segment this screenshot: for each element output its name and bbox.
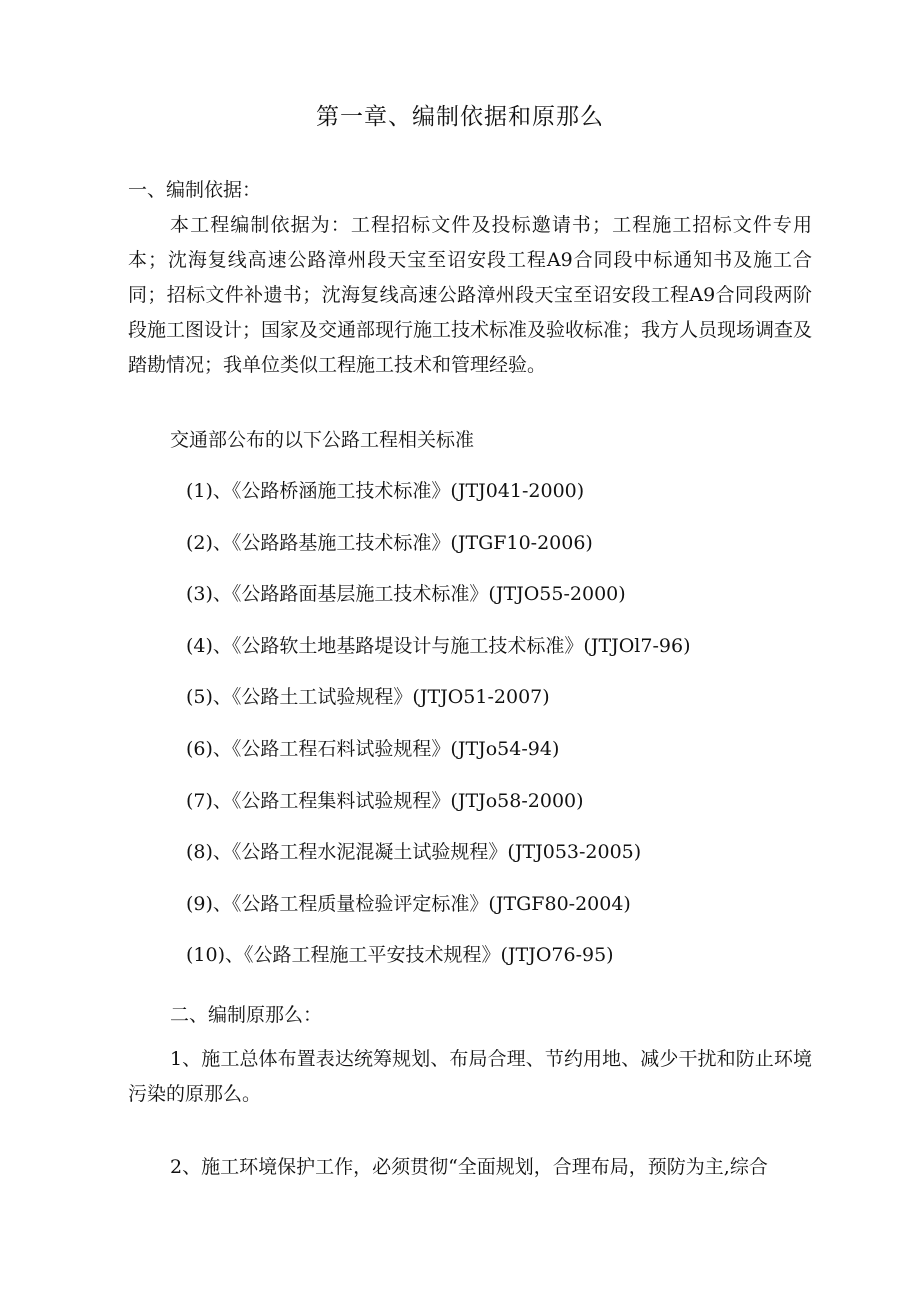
principle-item-1: 1、施工总体布置表达统筹规划、布局合理、节约用地、减少干扰和防止环境污染的原那么。: [128, 1048, 812, 1105]
chapter-title: 第一章、编制依据和原那么: [316, 104, 604, 130]
standard-item-7: (7)、《公路工程集料试验规程》(JTJo58-2000): [186, 789, 584, 812]
section-1-heading: 一、编制依据：: [128, 179, 262, 201]
standard-item-2: (2)、《公路路基施工技术标准》(JTGF10-2006): [186, 531, 593, 554]
standard-item-6: (6)、《公路工程石料试验规程》(JTJo54-94): [186, 737, 560, 760]
standard-item-10: (10)、《公路工程施工平安技术规程》(JTJO76-95): [186, 944, 614, 967]
standard-item-8: (8)、《公路工程水泥混凝土试验规程》(JTJ053-2005): [186, 841, 642, 864]
standard-item-3: (3)、《公路路面基层施工技术标准》(JTJO55-2000): [186, 583, 626, 606]
standards-list: [186, 476, 691, 992]
principle-item-2: 2、施工环境保护工作，必须贯彻“全面规划，合理布局，预防为主,综合: [170, 1156, 768, 1178]
basis-paragraph: 本工程编制依据为：工程招标文件及投标邀请书；工程施工招标文件专用本；沈海复线高速公路漳州段天宝至诏安段工程A9合同段中标通知书及施工合同；招标文件补遗书；沈海复线高速公路漳州段天宝至诏安段工程A9合同段两阶段施工图设计；国家及交通部现行施工技术标准及验收标准；我方人员现场调查及踏勘情况；我单位类似工程施工技术和管理经验。: [128, 214, 813, 376]
standard-item-5: (5)、《公路土工试验规程》(JTJO51-2007): [186, 686, 550, 709]
standard-item-1: (1)、《公路桥涵施工技术标准》(JTJ041-2000): [186, 480, 585, 502]
section-2-heading: 二、编制原那么：: [170, 1004, 323, 1026]
standards-intro: 交通部公布的以下公路工程相关标准: [170, 429, 475, 451]
standard-item-9: (9)、《公路工程质量检验评定标准》(JTGF80-2004): [186, 892, 631, 915]
standard-item-4: (4)、《公路软土地基路堤设计与施工技术标准》(JTJOl7-96): [186, 634, 691, 657]
